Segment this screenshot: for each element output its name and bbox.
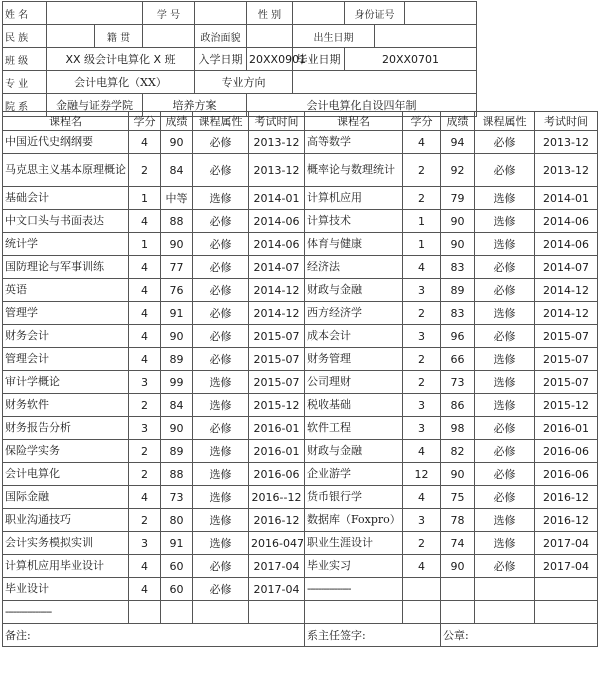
right-time-cell: 2014-06 [535, 233, 598, 256]
col-attr-right: 课程属性 [475, 112, 535, 131]
left-course-cell: ----------------- [3, 601, 129, 624]
left-attr-cell: 必修 [193, 154, 249, 187]
right-credit-cell: 2 [403, 187, 441, 210]
left-credit-cell: 2 [129, 463, 161, 486]
table-row [3, 256, 598, 279]
right-course-cell: 数据库（Foxpro） [305, 509, 403, 532]
enroll-date-label: 入学日期 [195, 48, 247, 71]
left-course-cell: 马克思主义基本原理概论 [3, 154, 129, 187]
right-attr-cell: 必修 [475, 154, 535, 187]
right-time-cell: 2016-12 [535, 486, 598, 509]
left-credit-cell: 3 [129, 417, 161, 440]
left-credit-cell: 4 [129, 131, 161, 154]
table-row [3, 348, 598, 371]
right-attr-cell [475, 601, 535, 624]
left-time-cell: 2014-12 [249, 302, 305, 325]
remark-label: 备注: [3, 624, 305, 647]
table-row [3, 440, 598, 463]
left-time-cell: 2017-04 [249, 578, 305, 601]
right-credit-cell: 12 [403, 463, 441, 486]
left-course-cell: 国防理论与军事训练 [3, 256, 129, 279]
left-attr-cell: 选修 [193, 532, 249, 555]
right-time-cell: 2017-04 [535, 555, 598, 578]
left-score-cell: 中等 [161, 187, 193, 210]
right-score-cell: 82 [441, 440, 475, 463]
right-score-cell: 90 [441, 210, 475, 233]
name-value [47, 2, 143, 25]
left-attr-cell: 选修 [193, 463, 249, 486]
table-row [3, 302, 598, 325]
right-credit-cell: 4 [403, 555, 441, 578]
student-id-label: 学 号 [143, 2, 195, 25]
right-course-cell: 概率论与数理统计 [305, 154, 403, 187]
right-time-cell: 2014-07 [535, 256, 598, 279]
right-time-cell: 2016-06 [535, 440, 598, 463]
right-attr-cell: 必修 [475, 463, 535, 486]
table-row [3, 233, 598, 256]
id-number-value [405, 2, 477, 25]
plan-label: 培养方案 [143, 94, 247, 117]
gender-label: 性 别 [247, 2, 293, 25]
left-credit-cell: 4 [129, 486, 161, 509]
table-row [3, 210, 598, 233]
direction-value [293, 71, 477, 94]
right-credit-cell: 4 [403, 486, 441, 509]
right-course-cell: 货币银行学 [305, 486, 403, 509]
left-attr-cell [193, 601, 249, 624]
right-credit-cell: 3 [403, 279, 441, 302]
col-time-left: 考试时间 [249, 112, 305, 131]
right-time-cell: 2015-07 [535, 348, 598, 371]
left-time-cell: 2015-07 [249, 371, 305, 394]
politics-label: 政治面貌 [195, 25, 247, 48]
table-row [3, 325, 598, 348]
origin-label: 籍 贯 [95, 25, 143, 48]
left-time-cell: 2016-047 [249, 532, 305, 555]
left-score-cell: 89 [161, 440, 193, 463]
right-attr-cell: 必修 [475, 131, 535, 154]
name-label: 姓 名 [3, 2, 47, 25]
left-score-cell: 90 [161, 131, 193, 154]
right-credit-cell: 3 [403, 417, 441, 440]
right-attr-cell: 选修 [475, 371, 535, 394]
left-time-cell: 2016-06 [249, 463, 305, 486]
right-course-cell: 企业游学 [305, 463, 403, 486]
right-credit-cell [403, 578, 441, 601]
left-score-cell: 76 [161, 279, 193, 302]
class-value: XX 级会计电算化 X 班 [47, 48, 195, 71]
left-score-cell: 84 [161, 394, 193, 417]
right-attr-cell: 选修 [475, 532, 535, 555]
right-course-cell: 毕业实习 [305, 555, 403, 578]
right-score-cell: 86 [441, 394, 475, 417]
table-row [3, 371, 598, 394]
right-score-cell: 90 [441, 555, 475, 578]
table-row [3, 601, 598, 624]
left-time-cell: 2017-04 [249, 555, 305, 578]
right-time-cell: 2014-06 [535, 210, 598, 233]
left-credit-cell: 2 [129, 394, 161, 417]
plan-value: 会计电算化自设四年制 [247, 94, 477, 117]
left-credit-cell: 4 [129, 325, 161, 348]
right-course-cell: 高等数学 [305, 131, 403, 154]
left-score-cell: 88 [161, 463, 193, 486]
birth-label: 出生日期 [293, 25, 375, 48]
left-score-cell: 90 [161, 417, 193, 440]
right-credit-cell: 1 [403, 210, 441, 233]
left-time-cell: 2016--12 [249, 486, 305, 509]
right-course-cell: 财政与金融 [305, 279, 403, 302]
left-credit-cell: 4 [129, 578, 161, 601]
right-course-cell: 成本会计 [305, 325, 403, 348]
left-course-cell: 英语 [3, 279, 129, 302]
col-course-left: 课程名 [3, 112, 129, 131]
student-info-table [2, 1, 477, 117]
right-attr-cell: 必修 [475, 417, 535, 440]
major-value: 会计电算化（XX） [47, 71, 195, 94]
left-credit-cell: 2 [129, 154, 161, 187]
left-time-cell [249, 601, 305, 624]
right-credit-cell: 2 [403, 154, 441, 187]
left-score-cell: 89 [161, 348, 193, 371]
col-credit-left: 学分 [129, 112, 161, 131]
right-attr-cell: 必修 [475, 440, 535, 463]
right-attr-cell: 必修 [475, 325, 535, 348]
right-score-cell: 94 [441, 131, 475, 154]
director-sign-label: 系主任签字: [305, 624, 441, 647]
left-attr-cell: 必修 [193, 131, 249, 154]
right-score-cell: 90 [441, 463, 475, 486]
right-attr-cell [475, 578, 535, 601]
right-course-cell: 计算机应用 [305, 187, 403, 210]
left-score-cell: 60 [161, 555, 193, 578]
left-time-cell: 2016-12 [249, 509, 305, 532]
dept-label: 院 系 [3, 94, 47, 117]
right-credit-cell: 4 [403, 256, 441, 279]
left-course-cell: 保险学实务 [3, 440, 129, 463]
grad-date-label: 毕业日期 [293, 48, 345, 71]
col-score-right: 成绩 [441, 112, 475, 131]
right-time-cell: 2016-12 [535, 509, 598, 532]
left-credit-cell: 4 [129, 256, 161, 279]
right-attr-cell: 选修 [475, 302, 535, 325]
right-time-cell: 2013-12 [535, 154, 598, 187]
left-credit-cell: 4 [129, 348, 161, 371]
left-score-cell: 91 [161, 302, 193, 325]
col-credit-right: 学分 [403, 112, 441, 131]
table-row [3, 555, 598, 578]
table-row [3, 417, 598, 440]
politics-value [247, 25, 293, 48]
right-attr-cell: 必修 [475, 256, 535, 279]
left-attr-cell: 选修 [193, 440, 249, 463]
right-course-cell: 职业生涯设计 [305, 532, 403, 555]
col-attr-left: 课程属性 [193, 112, 249, 131]
left-time-cell: 2014-06 [249, 233, 305, 256]
right-course-cell: 税收基础 [305, 394, 403, 417]
left-attr-cell: 选修 [193, 187, 249, 210]
grades-body [3, 131, 598, 624]
right-attr-cell: 选修 [475, 233, 535, 256]
left-score-cell: 99 [161, 371, 193, 394]
table-row [3, 509, 598, 532]
right-score-cell: 73 [441, 371, 475, 394]
left-course-cell: 毕业设计 [3, 578, 129, 601]
right-credit-cell: 3 [403, 325, 441, 348]
seal-label: 公章: [441, 624, 598, 647]
col-course-right: 课程名 [305, 112, 403, 131]
right-course-cell: 西方经济学 [305, 302, 403, 325]
right-time-cell: 2015-07 [535, 371, 598, 394]
left-time-cell: 2015-07 [249, 348, 305, 371]
left-time-cell: 2013-12 [249, 154, 305, 187]
right-course-cell: 财政与金融 [305, 440, 403, 463]
right-score-cell [441, 601, 475, 624]
dept-value: 金融与证券学院 [47, 94, 143, 117]
left-course-cell: 管理会计 [3, 348, 129, 371]
left-course-cell: 中国近代史纲纲要 [3, 131, 129, 154]
left-score-cell: 80 [161, 509, 193, 532]
class-label: 班 级 [3, 48, 47, 71]
left-credit-cell: 4 [129, 555, 161, 578]
left-course-cell: 管理学 [3, 302, 129, 325]
table-row [3, 279, 598, 302]
table-row [3, 394, 598, 417]
right-time-cell: 2015-12 [535, 394, 598, 417]
right-attr-cell: 选修 [475, 210, 535, 233]
right-time-cell [535, 578, 598, 601]
left-attr-cell: 必修 [193, 578, 249, 601]
right-score-cell: 78 [441, 509, 475, 532]
right-attr-cell: 必修 [475, 279, 535, 302]
left-course-cell: 计算机应用毕业设计 [3, 555, 129, 578]
right-credit-cell: 2 [403, 371, 441, 394]
right-credit-cell: 3 [403, 509, 441, 532]
left-time-cell: 2014-01 [249, 187, 305, 210]
left-attr-cell: 选修 [193, 486, 249, 509]
right-score-cell: 89 [441, 279, 475, 302]
left-attr-cell: 必修 [193, 417, 249, 440]
table-row [3, 463, 598, 486]
left-score-cell: 84 [161, 154, 193, 187]
id-number-label: 身份证号 [345, 2, 405, 25]
right-course-cell: 财务管理 [305, 348, 403, 371]
table-row [3, 154, 598, 187]
left-time-cell: 2014-12 [249, 279, 305, 302]
table-row [3, 578, 598, 601]
right-time-cell: 2016-01 [535, 417, 598, 440]
right-course-cell: 体育与健康 [305, 233, 403, 256]
left-credit-cell: 2 [129, 509, 161, 532]
right-credit-cell: 2 [403, 532, 441, 555]
right-credit-cell: 4 [403, 440, 441, 463]
right-credit-cell: 3 [403, 394, 441, 417]
right-score-cell: 90 [441, 233, 475, 256]
right-attr-cell: 选修 [475, 348, 535, 371]
left-course-cell: 会计电算化 [3, 463, 129, 486]
origin-value [143, 25, 195, 48]
left-attr-cell: 必修 [193, 233, 249, 256]
right-score-cell: 98 [441, 417, 475, 440]
left-attr-cell: 必修 [193, 348, 249, 371]
table-row [3, 187, 598, 210]
enroll-date-value: 20XX0901 [247, 48, 293, 71]
right-time-cell: 2015-07 [535, 325, 598, 348]
left-course-cell: 基础会计 [3, 187, 129, 210]
left-credit-cell: 1 [129, 233, 161, 256]
left-course-cell: 国际金融 [3, 486, 129, 509]
left-time-cell: 2015-07 [249, 325, 305, 348]
right-time-cell [535, 601, 598, 624]
right-time-cell: 2014-12 [535, 279, 598, 302]
grades-table [2, 111, 598, 647]
gender-value [293, 2, 345, 25]
right-time-cell: 2014-01 [535, 187, 598, 210]
right-attr-cell: 必修 [475, 555, 535, 578]
left-attr-cell: 必修 [193, 210, 249, 233]
left-credit-cell: 2 [129, 440, 161, 463]
right-attr-cell: 选修 [475, 509, 535, 532]
right-credit-cell: 2 [403, 302, 441, 325]
right-credit-cell: 2 [403, 348, 441, 371]
left-score-cell [161, 601, 193, 624]
left-credit-cell: 1 [129, 187, 161, 210]
left-attr-cell: 必修 [193, 256, 249, 279]
left-course-cell: 财务报告分析 [3, 417, 129, 440]
col-score-left: 成绩 [161, 112, 193, 131]
right-credit-cell: 1 [403, 233, 441, 256]
right-time-cell: 2017-04 [535, 532, 598, 555]
col-time-right: 考试时间 [535, 112, 598, 131]
right-course-cell: 计算技术 [305, 210, 403, 233]
left-score-cell: 90 [161, 325, 193, 348]
left-time-cell: 2016-01 [249, 440, 305, 463]
direction-label: 专业方向 [195, 71, 293, 94]
right-score-cell: 79 [441, 187, 475, 210]
right-score-cell: 66 [441, 348, 475, 371]
left-time-cell: 2013-12 [249, 131, 305, 154]
table-row [3, 486, 598, 509]
left-course-cell: 财务软件 [3, 394, 129, 417]
right-time-cell: 2014-12 [535, 302, 598, 325]
left-attr-cell: 必修 [193, 302, 249, 325]
left-score-cell: 88 [161, 210, 193, 233]
right-credit-cell: 4 [403, 131, 441, 154]
right-score-cell: 83 [441, 256, 475, 279]
right-credit-cell [403, 601, 441, 624]
right-score-cell: 75 [441, 486, 475, 509]
right-attr-cell: 选修 [475, 187, 535, 210]
right-course-cell: 经济法 [305, 256, 403, 279]
birth-value [375, 25, 477, 48]
left-attr-cell: 必修 [193, 555, 249, 578]
left-course-cell: 职业沟通技巧 [3, 509, 129, 532]
right-score-cell: 83 [441, 302, 475, 325]
left-attr-cell: 必修 [193, 279, 249, 302]
left-score-cell: 60 [161, 578, 193, 601]
ethnic-label: 民 族 [3, 25, 47, 48]
left-score-cell: 77 [161, 256, 193, 279]
right-course-cell: 软件工程 [305, 417, 403, 440]
left-credit-cell: 4 [129, 279, 161, 302]
left-credit-cell [129, 601, 161, 624]
grad-date-value: 20XX0701 [345, 48, 477, 71]
right-score-cell: 74 [441, 532, 475, 555]
left-time-cell: 2014-06 [249, 210, 305, 233]
left-attr-cell: 选修 [193, 509, 249, 532]
ethnic-value [47, 25, 95, 48]
right-course-cell: ---------------- [305, 578, 403, 601]
left-attr-cell: 选修 [193, 371, 249, 394]
right-score-cell: 96 [441, 325, 475, 348]
left-attr-cell: 必修 [193, 325, 249, 348]
left-course-cell: 中文口头与书面表达 [3, 210, 129, 233]
left-credit-cell: 4 [129, 210, 161, 233]
right-course-cell [305, 601, 403, 624]
left-time-cell: 2014-07 [249, 256, 305, 279]
right-attr-cell: 必修 [475, 486, 535, 509]
left-credit-cell: 3 [129, 371, 161, 394]
major-label: 专 业 [3, 71, 47, 94]
right-time-cell: 2016-06 [535, 463, 598, 486]
right-score-cell: 92 [441, 154, 475, 187]
right-course-cell: 公司理财 [305, 371, 403, 394]
left-score-cell: 90 [161, 233, 193, 256]
left-time-cell: 2016-01 [249, 417, 305, 440]
grades-header-row [3, 112, 598, 131]
left-course-cell: 审计学概论 [3, 371, 129, 394]
left-score-cell: 73 [161, 486, 193, 509]
left-credit-cell: 4 [129, 302, 161, 325]
right-time-cell: 2013-12 [535, 131, 598, 154]
student-id-value [195, 2, 247, 25]
right-score-cell [441, 578, 475, 601]
table-row [3, 131, 598, 154]
left-time-cell: 2015-12 [249, 394, 305, 417]
left-score-cell: 91 [161, 532, 193, 555]
left-course-cell: 财务会计 [3, 325, 129, 348]
right-attr-cell: 选修 [475, 394, 535, 417]
left-credit-cell: 3 [129, 532, 161, 555]
table-row [3, 532, 598, 555]
left-course-cell: 统计学 [3, 233, 129, 256]
signature-row [3, 624, 598, 647]
left-course-cell: 会计实务模拟实训 [3, 532, 129, 555]
left-attr-cell: 选修 [193, 394, 249, 417]
